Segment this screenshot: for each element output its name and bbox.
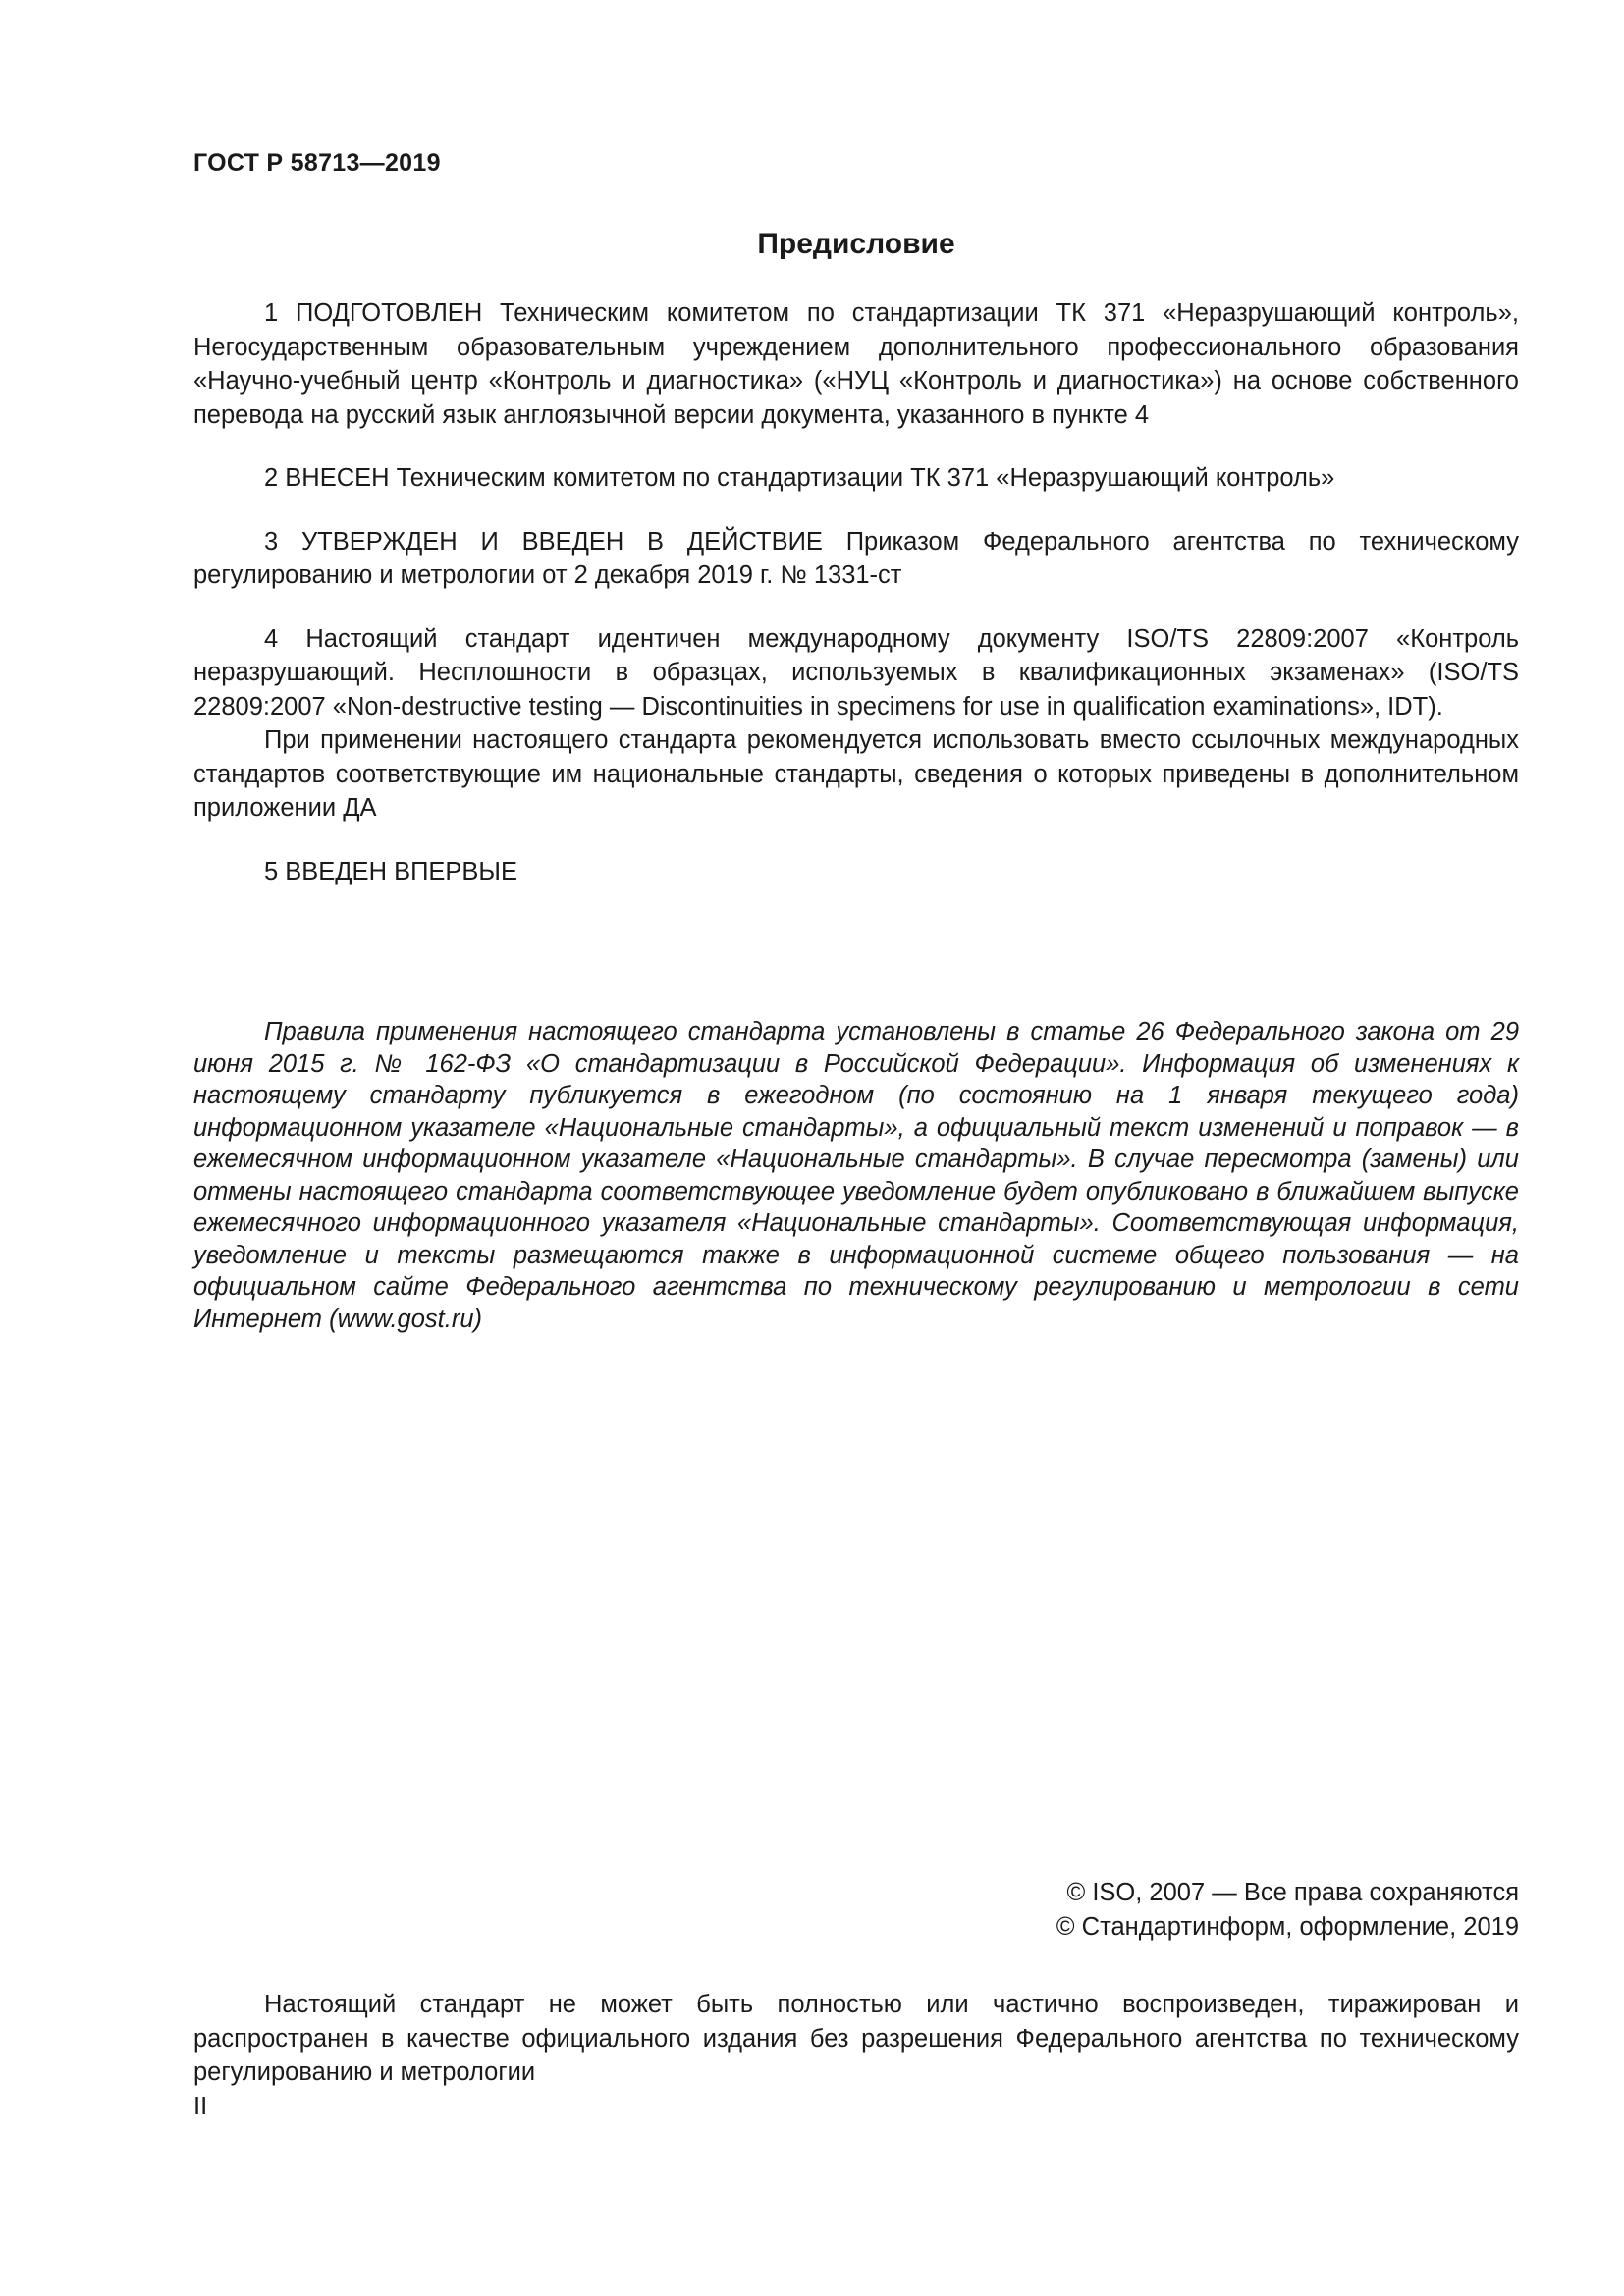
- copyright-iso: © ISO, 2007 — Все права сохраняются: [1066, 1879, 1519, 1906]
- copyright-block: [1056, 1876, 1519, 1944]
- reproduction-notice: Настоящий стандарт не может быть полностью или частично воспроизведен, тиражирован и распространен в качестве официального издания без разрешения Федерального агентства по техническому регулированию и метрологии: [193, 1991, 1519, 2086]
- reproduction-notice-block: [193, 1988, 1519, 2090]
- foreword-item-4: 4 Настоящий стандарт идентичен международному документу ISO/TS 22809:2007 «Контроль неразрушающий. Несплошности в образцах, используемых в квалификационных экзаменах» (ISO/TS 22809:2007 «Non-destructive testing — Discontinuities in specimens for use in qualification examinations», IDT).: [193, 624, 1519, 721]
- copyright-standartinform: © Стандартинформ, оформление, 2019: [1056, 1912, 1519, 1941]
- foreword-item-5: 5 ВВЕДЕН ВПЕРВЫЕ: [264, 857, 518, 885]
- page-title: Предисловие: [757, 228, 955, 260]
- document-code: ГОСТ Р 58713—2019: [193, 149, 441, 177]
- foreword-item-1: 1 ПОДГОТОВЛЕН Техническим комитетом по стандартизации ТК 371 «Неразрушающий контроль», Негосударственным образовательным учреждением дополнительного профессионального образования «Научно-учебный центр «Контроль и диагностика» («НУЦ «Контроль и диагностика») на основе собственного перевода на русский язык англоязычной версии документа, указанного в пункте 4: [193, 299, 1519, 429]
- foreword-item-4-note: При применении настоящего стандарта рекомендуется использовать вместо ссылочных международных стандартов соответствующие им национальные стандарты, сведения о которых приведены в дополнительном приложении ДА: [193, 726, 1519, 822]
- foreword-item-2: 2 ВНЕСЕН Техническим комитетом по стандартизации ТК 371 «Неразрушающий контроль»: [264, 464, 1335, 492]
- foreword-body: [193, 296, 1519, 888]
- foreword-item-3: 3 УТВЕРЖДЕН И ВВЕДЕН В ДЕЙСТВИЕ Приказом Федерального агентства по техническому регулированию и метрологии от 2 декабря 2019 г. № 1331-ст: [193, 527, 1519, 589]
- rules-notice: Правила применения настоящего стандарта установлены в статье 26 Федерального закона от 29 июня 2015 г. № 162-ФЗ «О стандартизации в Российской Федерации». Информация об изменениях к настоящему стандарту публикуется в ежегодном (по состоянию на 1 января текущего года) информационном указателе «Национальные стандарты», а официальный текст изменений и поправок — в ежемесячном информационном указателе «Национальные стандарты». В случае пересмотра (замены) или отмены настоящего стандарта соответствующее уведомление будет опубликовано в ближайшем выпуске ежемесячного информационного указателя «Национальные стандарты». Соответствующая информация, уведомление и тексты размещаются также в информационной системе общего пользования — на официальном сайте Федерального агентства по техническому регулированию и метрологии в сети Интернет (www.gost.ru): [193, 1018, 1519, 1333]
- rules-notice-block: [193, 1016, 1519, 1335]
- page-number: II: [193, 2093, 208, 2120]
